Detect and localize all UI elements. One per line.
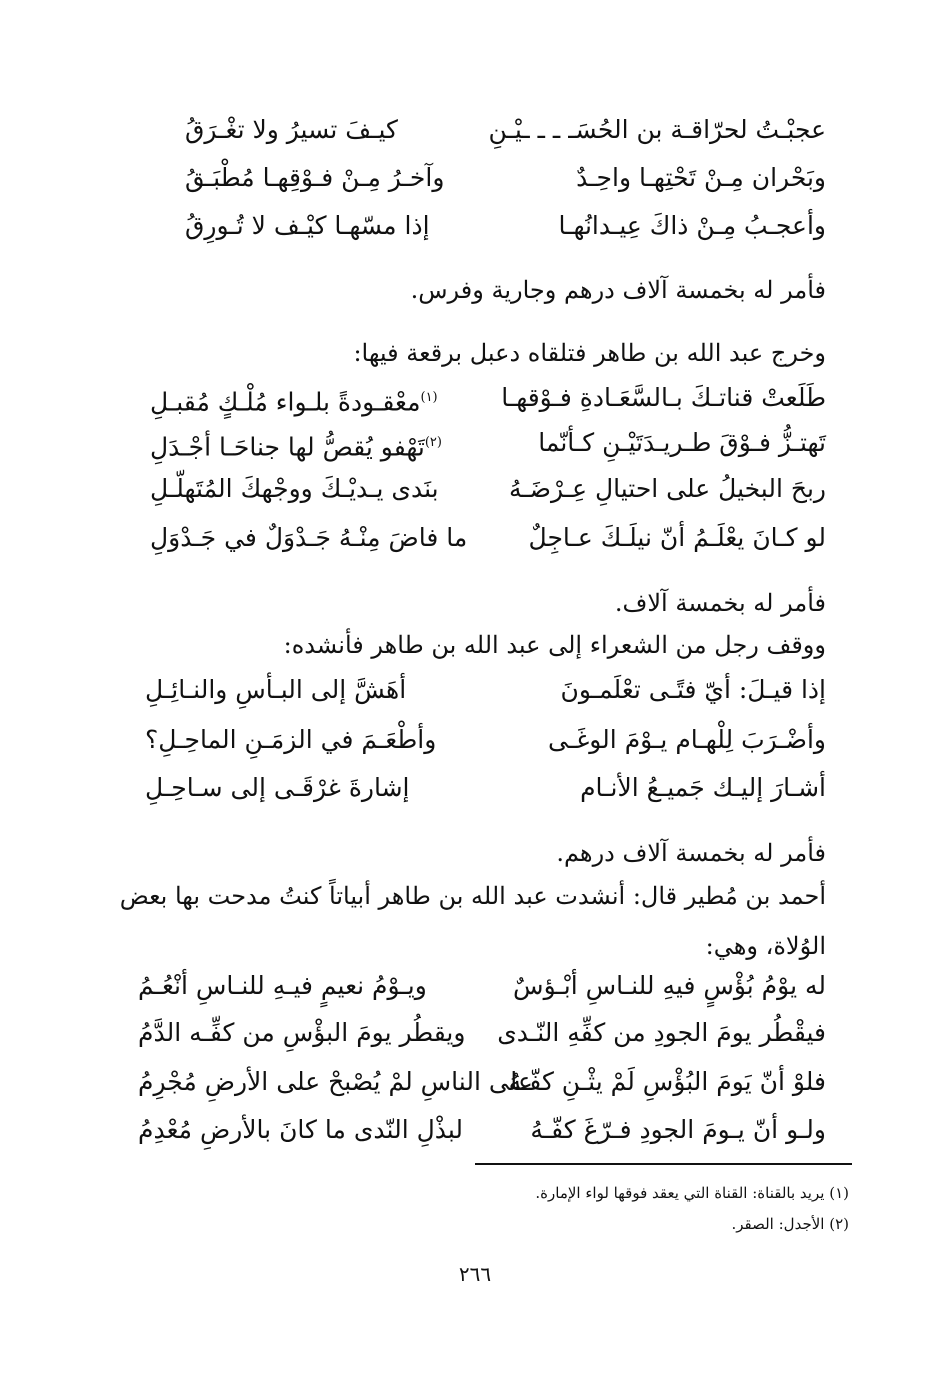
- hemistich-left: أهَشَّ إلى البـأسِ والنـائِـلِ: [145, 675, 407, 704]
- hemistich-left: [150, 378, 440, 422]
- hemistich-right: إذا قيـلَ: أيّ فتًـى تعْلَمـونَ: [560, 675, 826, 704]
- paragraph: ووقف رجل من الشعراء إلى عبد الله بن طاهر فأنشده:: [283, 631, 826, 659]
- paragraph: فأمر له بخمسة آلاف درهم.: [556, 839, 826, 867]
- verse: [0, 518, 951, 568]
- footnote-marker: (١): [420, 390, 438, 405]
- paragraph: فأمر له بخمسة آلاف.: [614, 589, 826, 617]
- hemistich-text: تَهْفو يُقصُّ لها جناحَـا أجْـدَلِ: [150, 432, 425, 462]
- hemistich-left: وآخـرُ مِـنْ فـوْقِهـا مُطْبَـقُ: [185, 163, 445, 192]
- hemistich-left: [150, 423, 444, 467]
- hemistich-left: ويـوْمُ نعيمٍ فيـهِ للنـاسِ أنْعُـمُ: [138, 971, 427, 1000]
- hemistich-right: عجبْـتُ لحرّاقـة بن الحُسَـ ـ ـ ـيْـنِ: [488, 115, 826, 144]
- hemistich-left: على الناسِ لمْ يُصْبحْ على الأرضِ مُجْرِمُ: [138, 1067, 533, 1096]
- verse: [0, 206, 951, 256]
- verse: [0, 768, 951, 818]
- hemistich-text: معْقـودةً بلـواء مُلْـكٍ مُقبـلِ: [150, 387, 421, 417]
- page-number: ٢٦٦: [458, 1262, 492, 1286]
- hemistich-right: فلوْ أنّ يَومَ البُؤْسِ لَمْ يثْـنِ كفّـهُ: [508, 1067, 826, 1096]
- hemistich-left: كيـفَ تسيرُ ولا تغْـرَقُ: [185, 115, 398, 144]
- verse: [0, 378, 951, 428]
- verse: [0, 1062, 951, 1112]
- footnote-marker: (٢): [424, 435, 442, 450]
- verse: [0, 1110, 951, 1160]
- hemistich-right: طَلَعتْ قناتـكَ بـالسَّعَـادةِ فـوْقهـا: [501, 383, 826, 412]
- hemistich-right: لو كـانَ يعْلَـمُ أنّ نيلَـكَ عـاجِلٌ: [528, 523, 826, 552]
- hemistich-left: بنَدى يـديْـكَ ووجْهكَ المُتَهلّـلِ: [150, 474, 439, 503]
- verse: [0, 423, 951, 473]
- footnote-number: (٢): [829, 1215, 849, 1233]
- paragraph: الوُلاة، وهي:: [705, 932, 826, 960]
- footnote-text: يريد بالقناة: القناة التي يعقد فوقها لواء الإمارة.: [535, 1184, 825, 1202]
- footnote-separator: [475, 1163, 852, 1165]
- footnote-number: (١): [829, 1184, 849, 1202]
- hemistich-left: لبذْلِ النّدى ما كانَ بالأرضِ مُعْدِمُ: [138, 1115, 464, 1144]
- hemistich-right: وبَحْران مِـنْ تَحْتِهـا واحِـدٌ: [576, 163, 826, 192]
- verse: [0, 966, 951, 1016]
- hemistich-right: أشـارَ إليـك جَميـعُ الأنـام: [580, 773, 826, 802]
- verse: [0, 1013, 951, 1063]
- hemistich-right: تَهتـزُّ فـوْقَ طـريـدَتَيْـنِ كـأنّما: [538, 428, 826, 457]
- verse: [0, 158, 951, 208]
- verse: [0, 469, 951, 519]
- paragraph: أحمد بن مُطير قال: أنشدت عبد الله بن طاهر أبياتاً كنتُ مدحت بها بعض: [119, 882, 826, 910]
- footnote: [535, 1181, 849, 1205]
- footnote-text: الأجدل: الصقر.: [731, 1215, 825, 1233]
- hemistich-left: وأطْعَـمَ في الزمَـنِ الماحِـلِ؟: [145, 725, 437, 754]
- verse: [0, 720, 951, 770]
- hemistich-right: فيقْطُر يومَ الجودِ من كفِّهِ النّـدى: [497, 1018, 826, 1047]
- hemistich-left: إذا مسّهـا كيْـف لا تُـورِقُ: [185, 211, 430, 240]
- hemistich-left: ما فاضَ مِنْـهُ جَـدْوَلٌ في جَـدْوَلِ: [150, 523, 468, 552]
- verse: [0, 670, 951, 720]
- hemistich-left: ويقطُر يومَ البؤْسِ من كفِّـه الدَّمُ: [138, 1018, 466, 1047]
- hemistich-right: وأضْـرَبَ لِلْهـام يـوْمَ الوغَـى: [548, 725, 826, 754]
- paragraph: وخرج عبد الله بن طاهر فتلقاه دعبل برقعة فيها:: [353, 339, 826, 367]
- hemistich-left: إشارةَ غرْقَـى إلى سـاحِـلِ: [145, 773, 410, 802]
- hemistich-right: ربحَ البخيلُ على احتيالِ عِـرْضَـهُ: [509, 474, 826, 503]
- verse: [0, 110, 951, 160]
- hemistich-right: ولـو أنّ يـومَ الجودِ فـرّغَ كفّـهُ: [530, 1115, 826, 1144]
- paragraph: فأمر له بخمسة آلاف درهم وجارية وفرس.: [410, 276, 826, 304]
- hemistich-right: له يوْمُ بُؤْسٍ فيهِ للنـاسِ أبْـؤسٌ: [513, 971, 826, 1000]
- hemistich-right: وأعجـبُ مِـنْ ذاكَ عِيـدانُهـا: [558, 211, 826, 240]
- footnote: [731, 1212, 849, 1236]
